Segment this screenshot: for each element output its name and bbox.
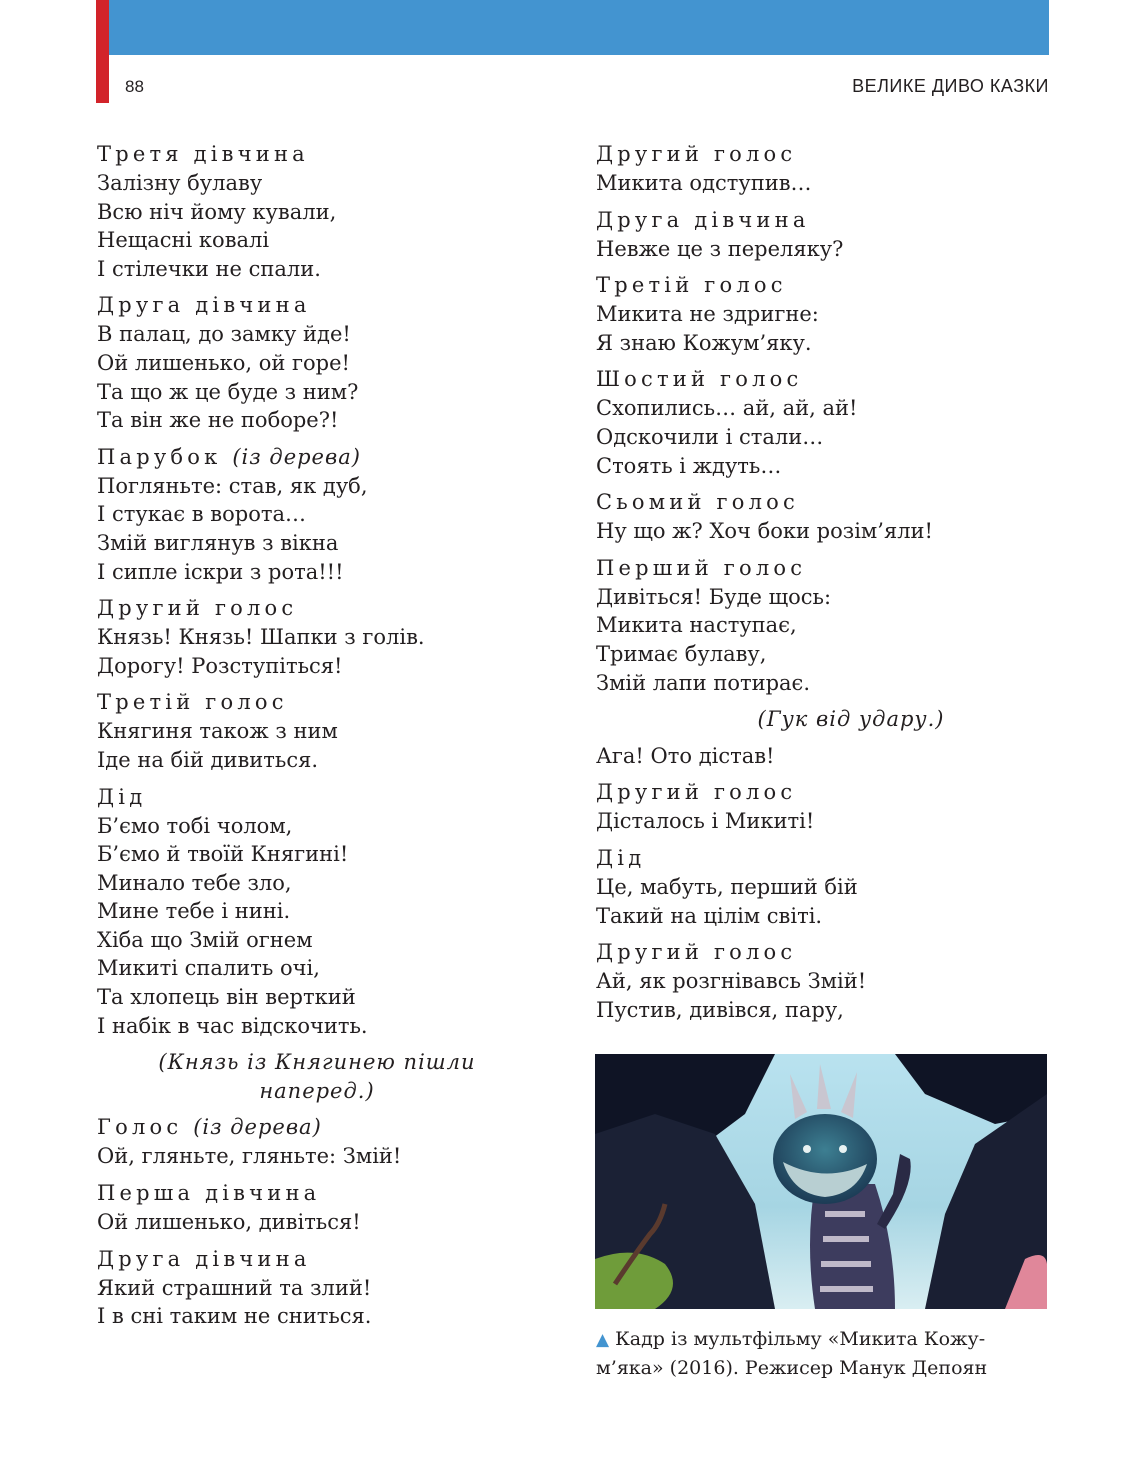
speaker-name — [596, 554, 1066, 583]
verse-line: І в сні таким не сниться. — [97, 1304, 372, 1329]
verse-line: Микиті спалить очі, — [97, 956, 320, 981]
verse-line: Одскочили і стали… — [596, 424, 824, 449]
speech-block — [97, 594, 537, 680]
verse-line: І стукає в ворота… — [97, 502, 306, 527]
speech-block — [596, 938, 1066, 1024]
verse-line: Ой, гляньте, гляньте: Змій! — [97, 1144, 402, 1169]
speech-block — [596, 140, 1066, 198]
right-text-column — [596, 140, 1066, 1032]
verse-line: Хіба що Змій огнем — [97, 927, 313, 952]
speech-block — [596, 844, 1066, 930]
speaker-label: Третій голос — [97, 690, 288, 715]
speaker-name — [596, 778, 1066, 807]
verse-line: Нещасні ковалі — [97, 228, 270, 253]
speech-block — [97, 140, 537, 283]
speaker-name — [596, 365, 1066, 394]
speech-block — [596, 206, 1066, 264]
dragon-film-still — [595, 1054, 1047, 1309]
verse-line: Дивіться! Буде щось: — [596, 584, 832, 609]
verse-line: Дісталось і Микиті! — [596, 809, 815, 834]
verse-line: В палац, до замку йде! — [97, 322, 351, 347]
speaker-name — [97, 291, 537, 320]
speaker-name — [97, 443, 537, 472]
verse-line: Княгиня також з ним — [97, 719, 338, 744]
speech-block — [97, 783, 537, 1041]
speech-block — [596, 365, 1066, 480]
verse-line: Стоять і ждуть… — [596, 453, 782, 478]
verse-line: Микита не здригне: — [596, 302, 819, 327]
verse-line: Дорогу! Розступіться! — [97, 653, 343, 678]
speaker-label: Друга дівчина — [97, 293, 311, 318]
speaker-name — [97, 1179, 537, 1208]
speech-block — [596, 488, 1066, 546]
speaker-label: Дід — [596, 845, 646, 870]
verse-line: Погляньте: став, як дуб, — [97, 473, 368, 498]
figure-caption — [596, 1325, 1036, 1382]
speaker-name — [97, 688, 537, 717]
verse-line: Такий на цілім світі. — [596, 903, 823, 928]
verse-line: Залізну булаву — [97, 171, 263, 195]
speaker-label: Голос — [97, 1115, 183, 1140]
speech-block — [596, 742, 1066, 771]
verse-line: Ой лишенько, дивіться! — [97, 1210, 361, 1235]
verse-line: Іде на бій дивиться. — [97, 747, 319, 772]
stage-direction-line: (Князь із Княгинею пішли — [158, 1050, 476, 1075]
verse-line: Ну що ж? Хоч боки розім’яли! — [596, 519, 933, 544]
speaker-label: Друга дівчина — [97, 1246, 311, 1271]
speech-block — [596, 778, 1066, 836]
speech-block — [97, 1245, 537, 1331]
verse-line: І стілечки не спали. — [97, 256, 321, 281]
verse-line: Ага! Ото дістав! — [596, 743, 775, 768]
speaker-label: Другий голос — [596, 780, 797, 805]
speaker-name — [97, 1245, 537, 1274]
verse-line: Микита наступає, — [596, 613, 797, 638]
speaker-label: Парубок — [97, 444, 222, 469]
speaker-name — [596, 140, 1066, 169]
speaker-name — [596, 938, 1066, 967]
speech-block — [97, 688, 537, 774]
speaker-label: Другий голос — [596, 142, 797, 166]
caption-line: Кадр із мультфільму «Микита Кожу- — [615, 1328, 986, 1350]
speech-block — [97, 1113, 537, 1171]
speaker-label: Третя дівчина — [97, 142, 309, 166]
speaker-note: (із дерева) — [193, 1115, 322, 1140]
verse-line: Б’ємо й твоїй Княгині! — [97, 842, 349, 867]
verse-line: Мине тебе і нині. — [97, 899, 291, 924]
page-number: 88 — [125, 77, 144, 96]
speaker-label: Другий голос — [97, 596, 298, 621]
verse-line: Тримає булаву, — [596, 641, 767, 666]
verse-line: Микита одступив… — [596, 171, 812, 195]
speech-block — [596, 271, 1066, 357]
verse-line: Всю ніч йому кували, — [97, 199, 337, 224]
verse-line: І набік в час відскочить. — [97, 1013, 368, 1038]
speaker-label: Дід — [97, 784, 147, 809]
chapter-marker-bar — [96, 0, 109, 103]
verse-line: Невже це з переляку? — [596, 236, 844, 261]
speaker-name — [97, 594, 537, 623]
speech-block — [97, 291, 537, 434]
verse-line: Це, мабуть, перший бій — [596, 874, 858, 899]
speaker-name — [596, 271, 1066, 300]
header-band — [96, 0, 1049, 55]
verse-line: Я знаю Кожум’яку. — [596, 330, 812, 355]
verse-line: Ай, як розгнівавсь Змій! — [596, 969, 867, 994]
speaker-name — [596, 488, 1066, 517]
verse-line: Який страшний та злий! — [97, 1275, 372, 1300]
speaker-name — [596, 844, 1066, 873]
verse-line: Б’ємо тобі чолом, — [97, 813, 293, 838]
speaker-name — [97, 1113, 537, 1142]
triangle-icon: ▲ — [596, 1330, 610, 1350]
left-text-column — [97, 140, 537, 1339]
stage-direction-line: (Гук від удару.) — [757, 707, 945, 732]
speech-block — [596, 554, 1066, 697]
verse-line: Князь! Князь! Шапки з голів. — [97, 625, 425, 650]
running-title: ВЕЛИКЕ ДИВО КАЗКИ — [852, 76, 1049, 96]
speaker-note: (із дерева) — [232, 444, 361, 469]
stage-direction-line: наперед.) — [259, 1078, 375, 1103]
verse-line: Ой лишенько, ой горе! — [97, 350, 350, 375]
speech-block — [97, 1179, 537, 1237]
speaker-label: Третій голос — [596, 273, 787, 298]
speaker-label: Шостий голос — [596, 367, 803, 392]
verse-line: Змій виглянув з вікна — [97, 530, 339, 555]
speaker-label: Другий голос — [596, 940, 797, 965]
speaker-label: Сьомий голос — [596, 490, 799, 515]
verse-line: Минало тебе зло, — [97, 870, 292, 895]
verse-line: Пустив, дивівся, пару, — [596, 997, 844, 1022]
dragon-illustration — [595, 1054, 1047, 1309]
stage-direction — [596, 705, 1066, 734]
verse-line: І сипле іскри з рота!!! — [97, 559, 344, 584]
speaker-label: Перший голос — [596, 555, 807, 580]
stage-direction — [97, 1048, 537, 1105]
verse-line: Змій лапи потирає. — [596, 670, 810, 695]
speaker-name — [596, 206, 1066, 235]
verse-line: Та що ж це буде з ним? — [97, 379, 359, 404]
speech-block — [97, 443, 537, 586]
speaker-name — [97, 783, 537, 812]
verse-line: Та хлопець він верткий — [97, 985, 356, 1010]
speaker-name — [97, 140, 537, 169]
verse-line: Та він же не поборе?! — [97, 408, 339, 433]
speaker-label: Друга дівчина — [596, 207, 810, 232]
caption-line: м’яка» (2016). Режисер Манук Депоян — [596, 1357, 988, 1379]
speaker-label: Перша дівчина — [97, 1181, 321, 1206]
verse-line: Схопились… ай, ай, ай! — [596, 396, 858, 421]
